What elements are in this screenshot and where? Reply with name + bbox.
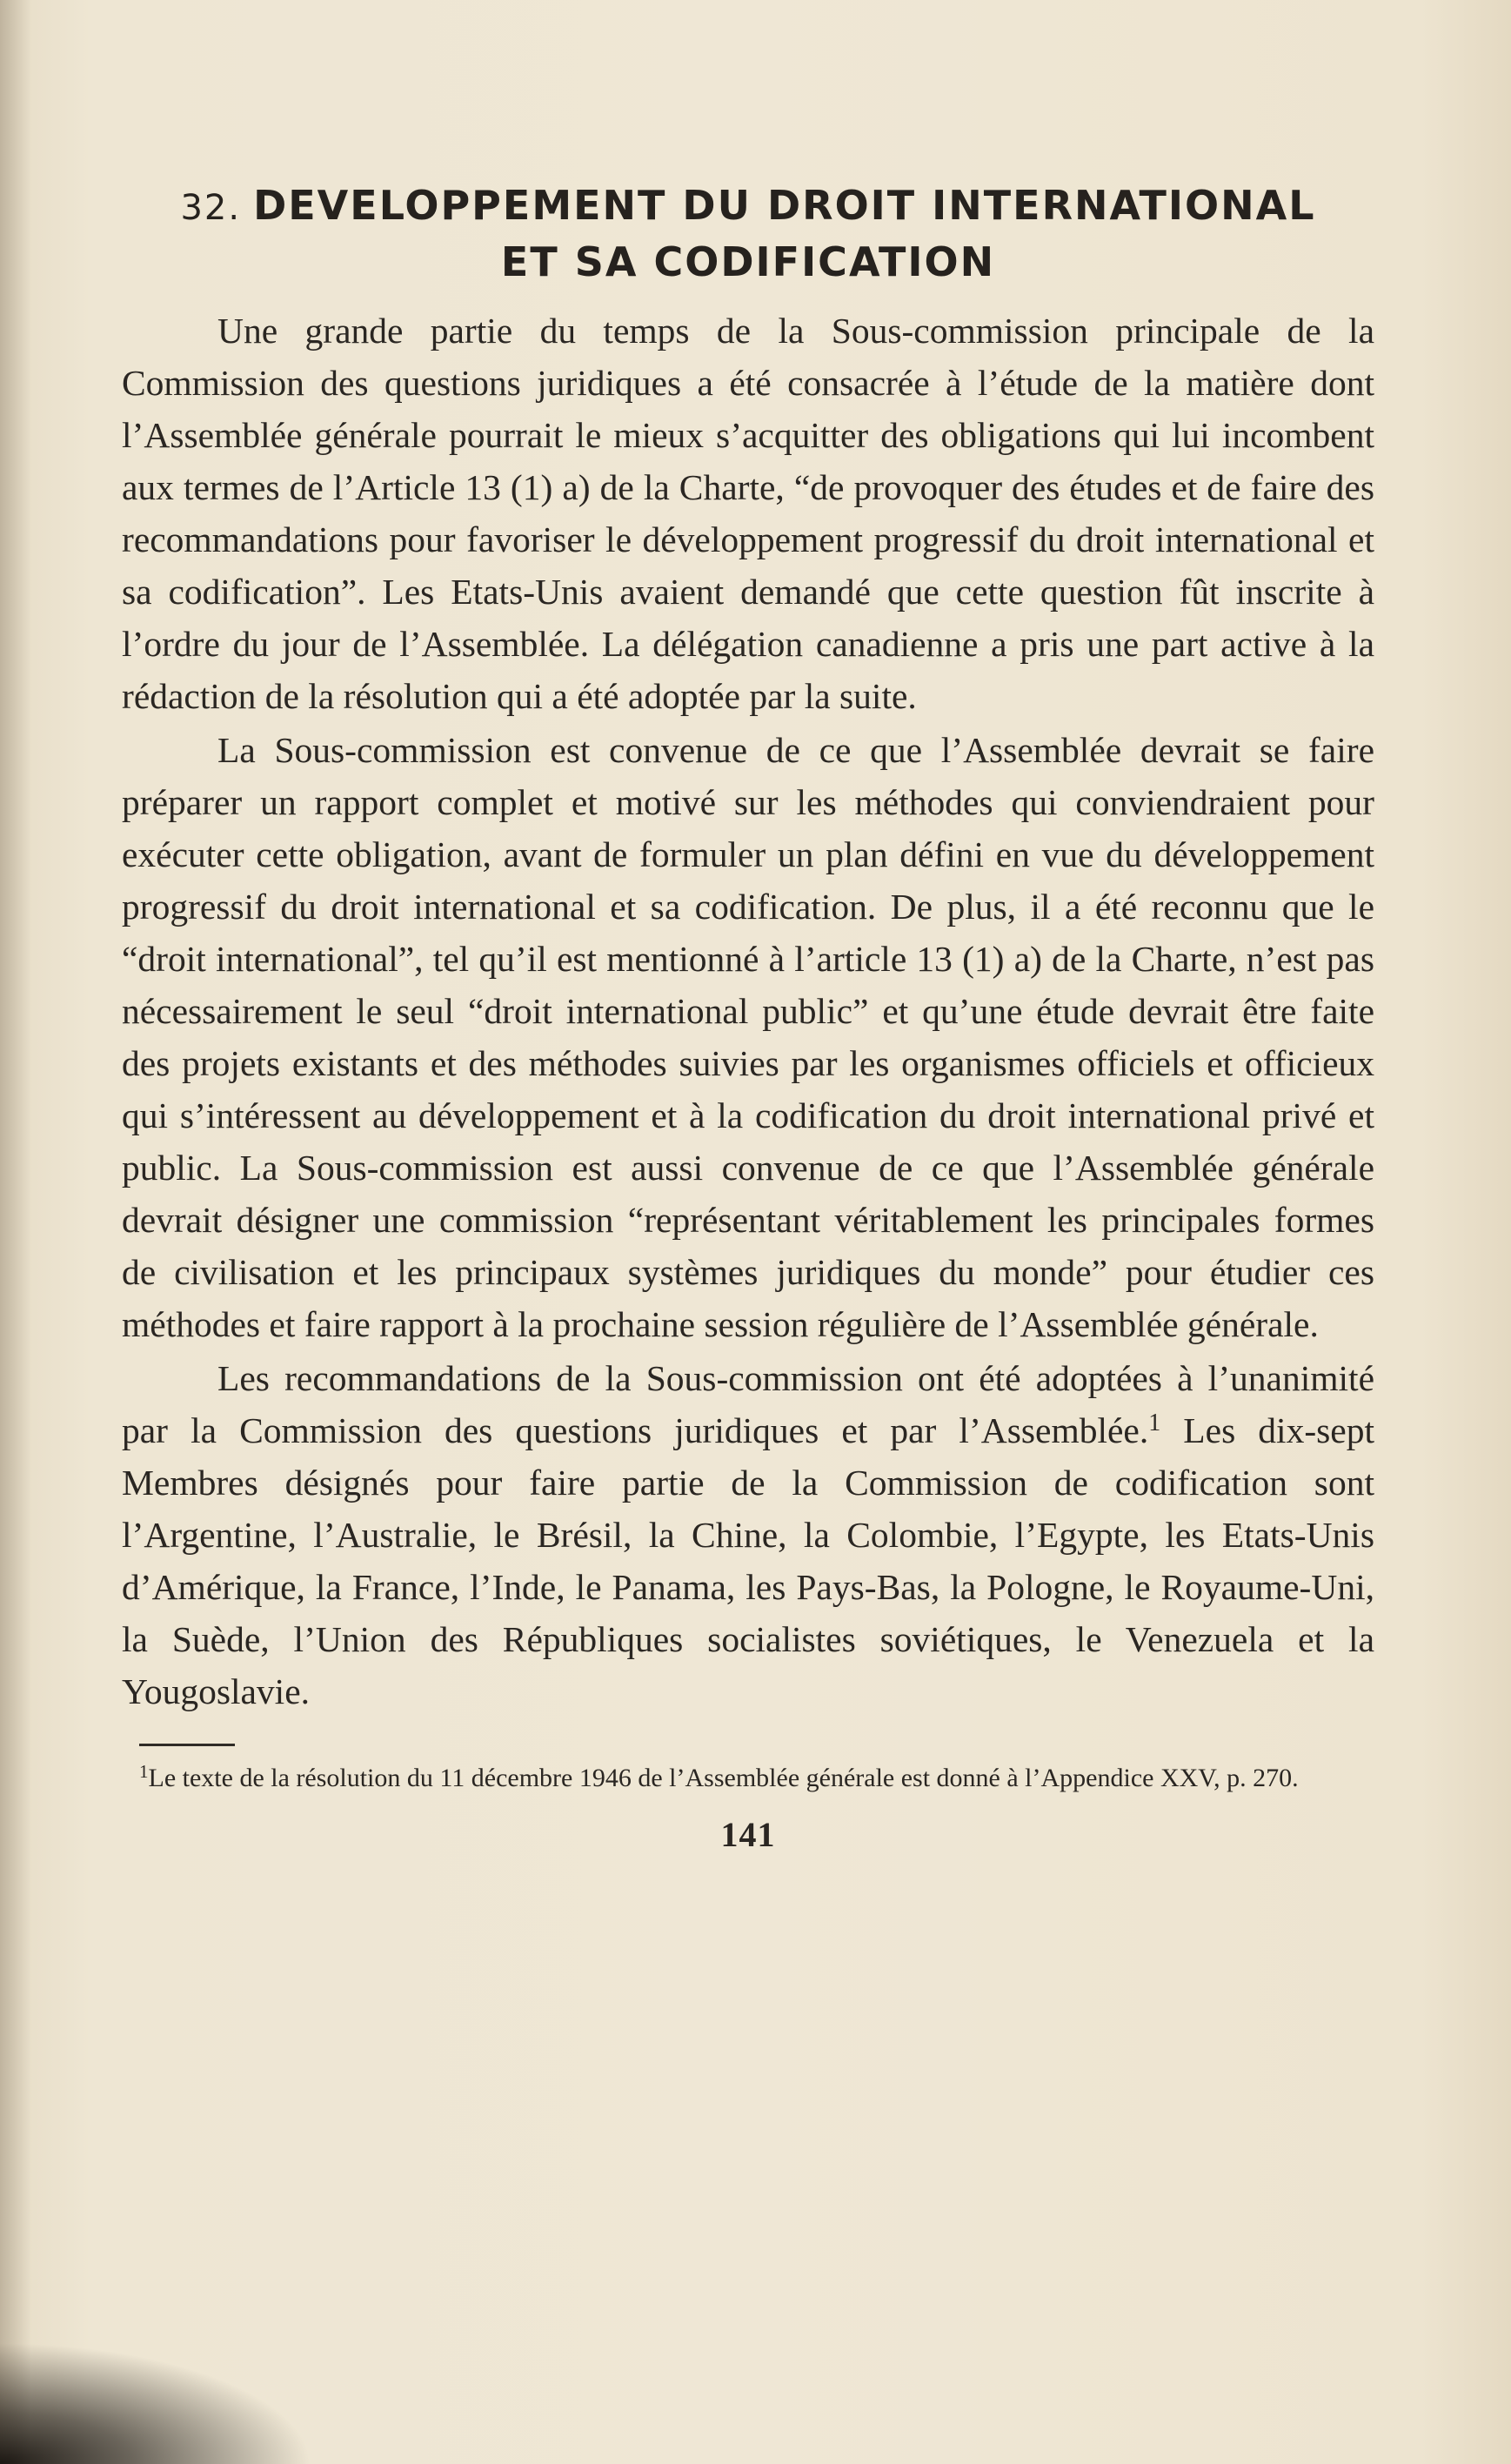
section-heading xyxy=(122,178,1374,289)
section-number: 32. xyxy=(180,188,242,228)
paragraph-1: Une grande partie du temps de la Sous-commission principale de la Commission des questions juridiques a été consacrée à l’étude de la matière dont l’Assemblée générale pourrait le mieux s’acquitter des obligations qui lui incombent aux termes de l’Article 13 (1) a) de la Charte, “de provoquer des études et de faire des recommandations pour favoriser le développement progressif du droit international et sa codification”. Les Etats-Unis avaient demandé que cette question fût inscrite à l’ordre du jour de l’Assemblée. La délégation canadienne a pris une part active à la rédaction de la résolution qui a été adoptée par la suite. xyxy=(122,311,1374,716)
binding-shadow xyxy=(0,0,31,2464)
footnote-reference: 1 xyxy=(1148,1409,1161,1436)
paragraph-3-text-before-note: Les recommandations de la Sous-commission ont été adoptées à l’unanimité par la Commission des questions juridiques et par l’Assemblée. xyxy=(122,1358,1374,1450)
page-number: 141 xyxy=(720,1815,776,1854)
footnote-divider xyxy=(139,1744,235,1746)
paragraph-3-text-after-note: Les dix-sept Membres désignés pour faire partie de la Commission de codification sont l’Argentine, l’Australie, le Brésil, la Chine, la Colombie, l’Egypte, les Etats-Unis d’Amérique, la France, l’Inde, le Panama, les Pays-Bas, la Pologne, le Royaume-Uni, la Suède, l’Union des Républiques socialistes soviétiques, le Venezuela et la Yougoslavie. xyxy=(122,1410,1375,1711)
footnote-text: Le texte de la résolution du 11 décembre 1946 de l’Assemblée générale est donné à l’Appendice XXV, p. 270. xyxy=(148,1764,1299,1792)
paragraph-2: La Sous-commission est convenue de ce que l’Assemblée devrait se faire préparer un rapport complet et motivé sur les méthodes qui conviendraient pour exécuter cette obligation, avant de formuler un plan défini en vue du développement progressif du droit international et sa codification. De plus, il a été reconnu que le “droit international”, tel qu’il est mentionné à l’article 13 (1) a) de la Charte, n’est pas nécessairement le seul “droit international public” et qu’une étude devrait être faite des projets existants et des méthodes suivies par les organismes officiels et officieux qui s’intéressent au développement et à la codification du droit international privé et public. La Sous-commission est aussi convenue de ce que l’Assemblée générale devrait désigner une commission “représentant véritablement les principales formes de civilisation et les principaux systèmes juridiques du monde” pour étudier ces méthodes et faire rapport à la prochaine session régulière de l’Assemblée générale. xyxy=(122,730,1374,1344)
footnote-mark: 1 xyxy=(139,1761,149,1782)
section-title-line1: DEVELOPPEMENT DU DROIT INTERNATIONAL xyxy=(253,182,1316,229)
page-content xyxy=(122,178,1374,1855)
footnote xyxy=(122,1762,1374,1795)
corner-shadow xyxy=(0,2342,313,2464)
section-title-line2: ET SA CODIFICATION xyxy=(500,238,996,285)
paragraph-3 xyxy=(122,1352,1374,1717)
